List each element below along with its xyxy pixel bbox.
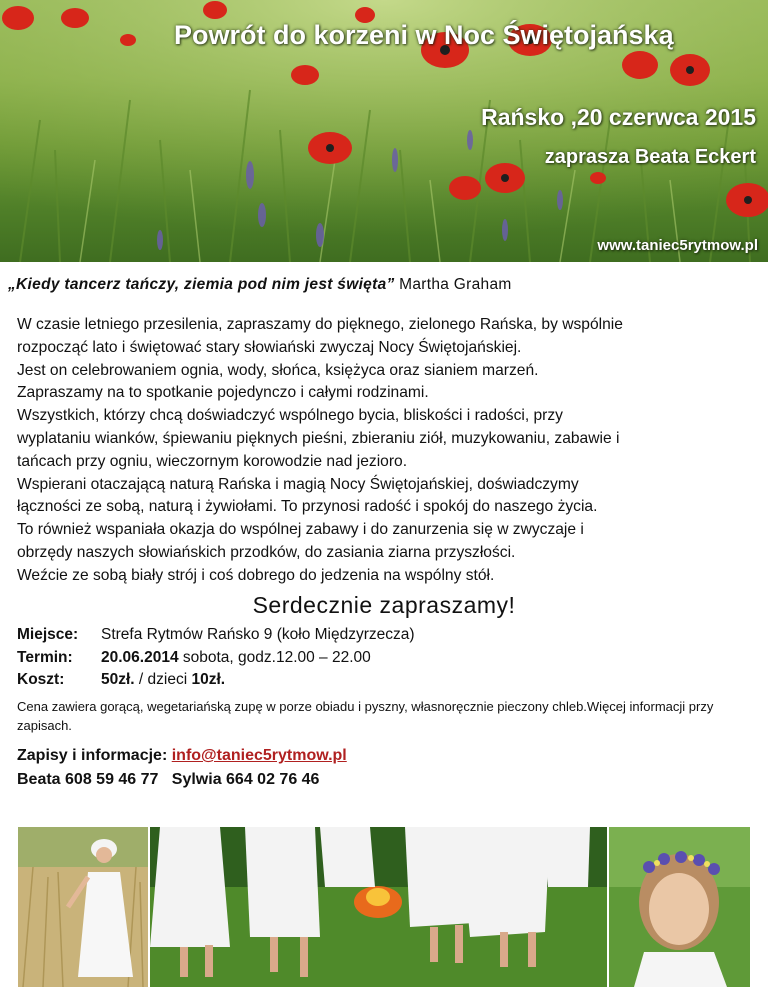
website-url: www.taniec5rytmow.pl <box>597 237 758 254</box>
photo-dancers-by-fire <box>150 827 607 987</box>
description-line: W czasie letniego przesilenia, zapraszamy do pięknego, zielonego Rańska, by wspólnie <box>17 316 623 333</box>
cost-child: 10zł. <box>191 671 226 688</box>
description-line: Wspierani otaczającą naturą Rańska i magią Nocy Świętojańskiej, doświadczymy <box>17 475 579 493</box>
description-line: łączności ze sobą, naturą i żywiołami. To przynosi radość i spokój do naszego życia. <box>17 498 598 516</box>
email-link[interactable]: info@taniec5rytmow.pl <box>171 747 347 764</box>
quote-text: „Kiedy tancerz tańczy, ziemia pod nim jest święta” <box>8 276 395 293</box>
description-line: Wszystkich, którzy chcą doświadczyć wspólnego bycia, bliskości i radości, przy <box>17 407 563 425</box>
description-line: To również wspaniała okazja do wspólnej zabawy i do zanurzenia się w zwyczaje i <box>17 521 584 539</box>
detail-cost <box>17 669 415 692</box>
header-banner <box>0 0 768 262</box>
cost-adult: 50zł. <box>101 671 135 688</box>
photo-child-with-wreath <box>609 827 750 987</box>
event-place-date: Rańsko ,20 czerwca 2015 <box>481 104 756 130</box>
description-line: rozpocząć lato i świętować stary słowiański zwyczaj Nocy Świętojańskiej. <box>17 338 522 356</box>
event-details <box>17 624 415 692</box>
detail-place <box>17 624 415 647</box>
description <box>17 314 762 588</box>
price-note: Cena zawiera gorącą, wegetariańską zupę w porze obiadu i pyszny, własnoręcznie pieczony chleb.Więcej informacji przy zapisach. <box>17 699 714 733</box>
description-line: Weźcie ze sobą biały strój i coś dobrego do jedzenia na wspólny stół. <box>17 566 495 584</box>
description-line: obrzędy naszych słowiańskich przodków, do zasiania ziarna przyszłości. <box>17 543 516 561</box>
detail-date <box>17 647 415 670</box>
place-value: Strefa Rytmów Rańsko 9 (koło Międzyrzecza) <box>101 626 415 643</box>
photo-woman-in-field <box>18 827 148 987</box>
contact-label: Zapisy i informacje: <box>17 747 168 764</box>
contact-info <box>17 744 347 792</box>
event-title: Powrót do korzeni w Noc Świętojańską <box>174 20 674 50</box>
date-time: sobota, godz.12.00 – 22.00 <box>178 648 371 666</box>
description-line: Zapraszamy na to spotkanie pojedynczo i całymi rodzinami. <box>17 384 429 402</box>
event-host: zaprasza Beata Eckert <box>544 146 756 168</box>
date-value: 20.06.2014 <box>101 648 179 666</box>
cost-separator: / dzieci <box>134 671 192 688</box>
date-label: Termin: <box>17 648 73 666</box>
description-line: wyplataniu wianków, śpiewaniu pięknych pieśni, zbieraniu ziół, muzykowaniu, zabawie i <box>17 429 620 447</box>
invitation-heading: Serdecznie zapraszamy! <box>252 592 516 618</box>
description-line: Jest on celebrowaniem ognia, wody, słońca, księżyca oraz sianiem marzeń. <box>17 361 539 379</box>
quote <box>8 276 512 294</box>
quote-author: Martha Graham <box>399 276 512 293</box>
description-line: tańcach przy ogniu, wieczornym korowodzie nad jezioro. <box>17 452 408 470</box>
contact-phones: Beata 608 59 46 77 Sylwia 664 02 76 46 <box>17 771 320 788</box>
place-label: Miejsce: <box>17 626 79 643</box>
cost-label: Koszt: <box>17 671 65 688</box>
